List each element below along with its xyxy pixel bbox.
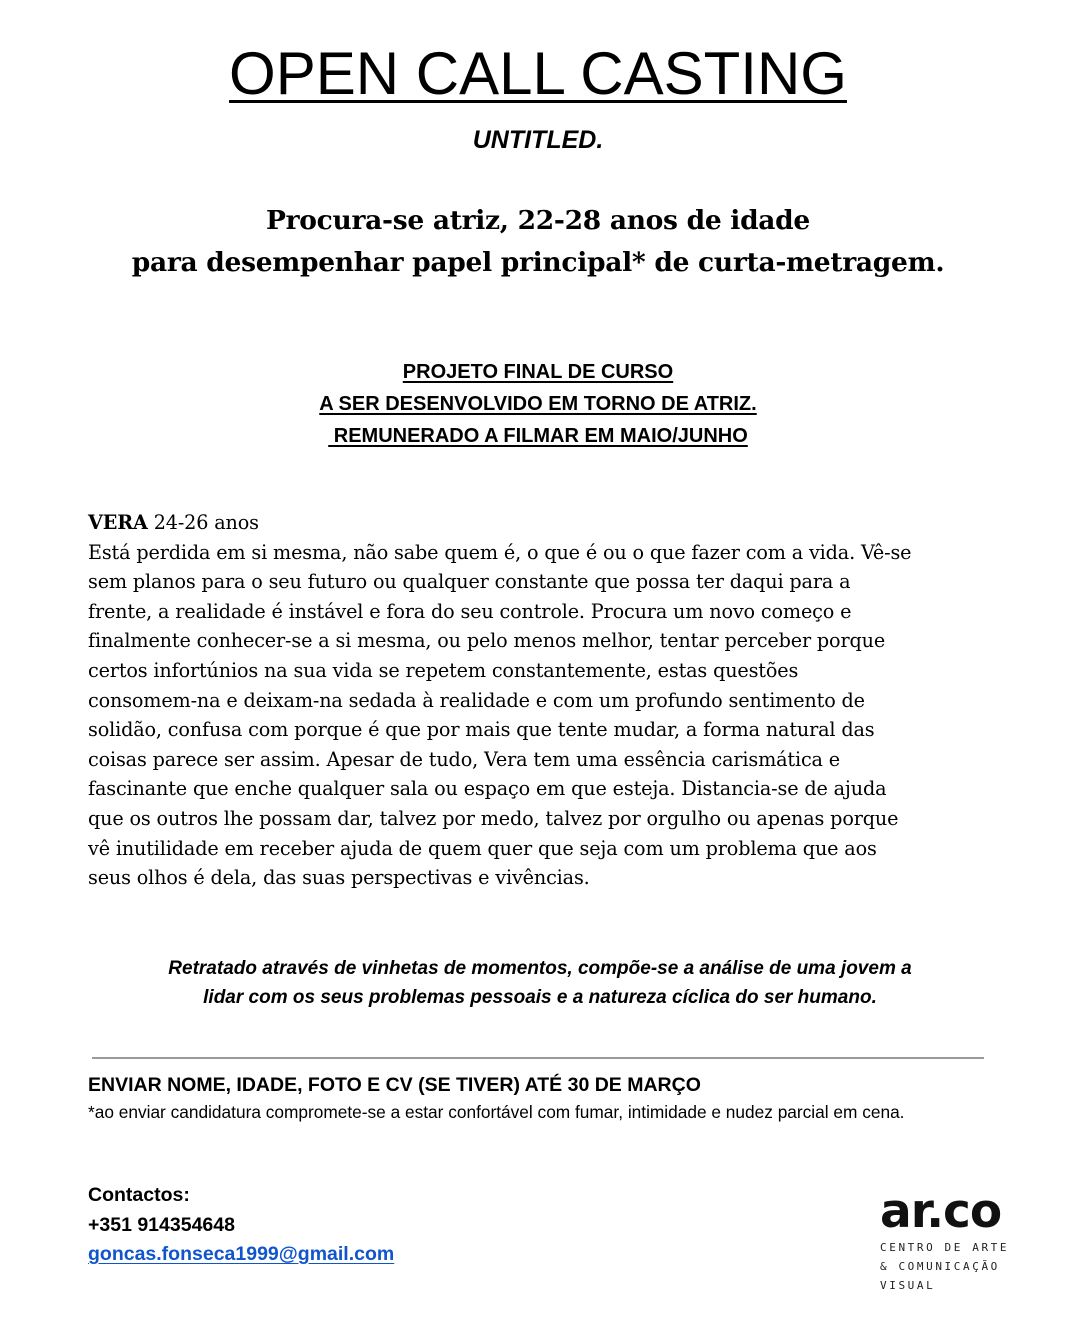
- divider: [92, 1057, 984, 1059]
- character-text-line: Está perdida em si mesma, não sabe quem é, o que é ou o que fazer com a vida. Vê-se: [88, 540, 912, 564]
- film-synopsis: [0, 954, 1080, 1012]
- character-text-line: fascinante que enche qualquer sala ou espaço em que esteja. Distancia-se de ajuda: [88, 777, 887, 801]
- page-title: OPEN CALL CASTING: [229, 40, 847, 107]
- contacts-label: Contactos:: [88, 1184, 190, 1206]
- logo-text-line: CENTRO DE ARTE: [880, 1241, 1010, 1254]
- film-title: UNTITLED.: [472, 126, 604, 154]
- synopsis-line: lidar com os seus problemas pessoais e a natureza cíclica do ser humano.: [203, 987, 877, 1008]
- synopsis-line: Retratado através de vinhetas de momentos, compõe-se a análise de uma jovem a: [168, 958, 912, 979]
- character-text-line: vê inutilidade em receber ajuda de quem quer que seja com um problema que aos: [88, 836, 877, 860]
- casting-headline: [0, 200, 1076, 284]
- contact-email-link[interactable]: goncas.fonseca1999@gmail.com: [88, 1243, 395, 1265]
- project-info: [0, 356, 1076, 452]
- contacts-block: [88, 1181, 394, 1270]
- logo-text-line: VISUAL: [880, 1279, 936, 1292]
- character-description: [88, 508, 988, 893]
- arco-logo: [880, 1184, 1030, 1295]
- project-line: REMUNERADO A FILMAR EM MAIO/JUNHO: [328, 425, 748, 447]
- character-text-line: que os outros lhe possam dar, talvez por medo, talvez por orgulho ou apenas porque: [88, 806, 899, 830]
- logo-text-line: & COMUNICAÇÃO: [880, 1260, 1000, 1273]
- character-text-line: seus olhos é dela, das suas perspectivas e vivências.: [88, 866, 590, 890]
- character-text-line: solidão, confusa com porque é que por mais que tente mudar, a forma natural das: [88, 718, 875, 742]
- logo-mark: ar.co: [880, 1184, 1002, 1239]
- submission-note: *ao enviar candidatura compromete-se a estar confortável com fumar, intimidade e nudez parcial em cena.: [88, 1102, 905, 1122]
- character-text-line: frente, a realidade é instável e fora do seu controle. Procura um novo começo e: [88, 599, 852, 623]
- character-name: VERA: [88, 511, 148, 534]
- headline-line: para desempenhar papel principal* de curta-metragem.: [131, 247, 945, 278]
- character-text-line: certos infortúnios na sua vida se repetem constantemente, estas questões: [88, 658, 799, 682]
- character-text-line: sem planos para o seu futuro ou qualquer constante que possa ter daqui para a: [88, 570, 851, 594]
- character-text-line: finalmente conhecer-se a si mesma, ou pelo menos melhor, tentar perceber porque: [88, 629, 886, 653]
- project-line: A SER DESENVOLVIDO EM TORNO DE ATRIZ.: [319, 393, 757, 415]
- character-heading: [88, 508, 988, 538]
- character-age: 24-26 anos: [153, 511, 259, 534]
- submission-instructions: ENVIAR NOME, IDADE, FOTO E CV (SE TIVER) ATÉ 30 DE MARÇO: [88, 1074, 701, 1096]
- project-line: PROJETO FINAL DE CURSO: [402, 361, 674, 383]
- contact-phone[interactable]: +351 914354648: [88, 1213, 235, 1236]
- headline-line: Procura-se atriz, 22-28 anos de idade: [266, 205, 810, 236]
- character-text-line: consomem-na e deixam-na sedada à realidade e com um profundo sentimento de: [88, 688, 865, 712]
- character-text-line: coisas parece ser assim. Apesar de tudo, Vera tem uma essência carismática e: [88, 747, 840, 771]
- logo-text: [880, 1238, 1030, 1295]
